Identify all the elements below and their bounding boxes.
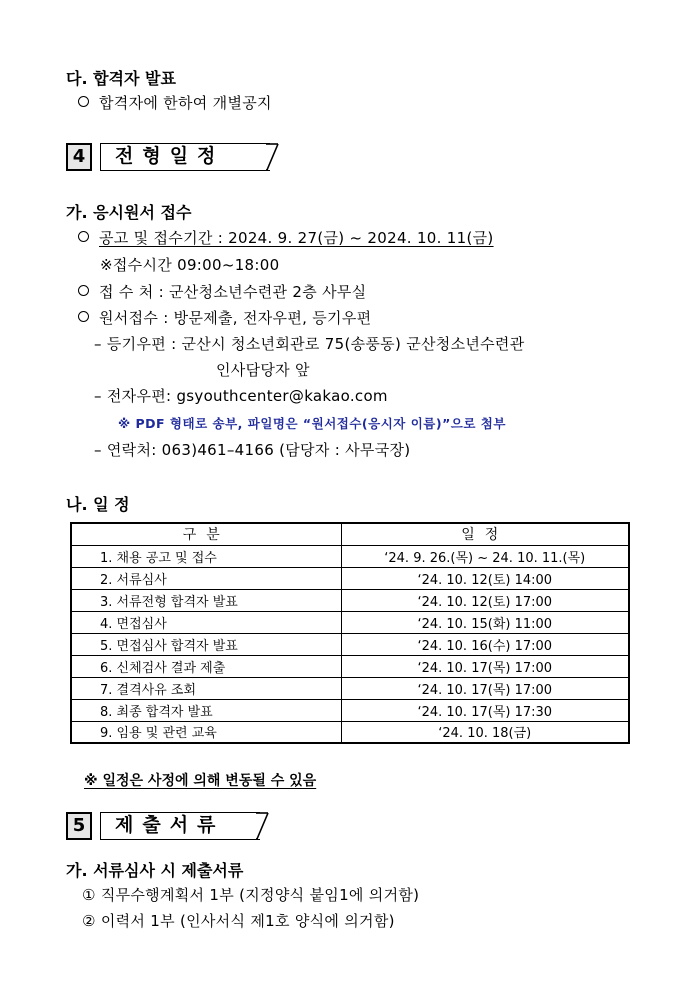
document-item-1: ① 직무수행계획서 1부 (지정양식 붙임1에 의거함) bbox=[82, 886, 420, 904]
document-item-2: ② 이력서 1부 (인사서식 제1호 양식에 의거함) bbox=[82, 912, 395, 930]
section-4-header bbox=[66, 143, 276, 173]
schedule-item: 3. 서류전형 합격자 발표 bbox=[71, 589, 341, 611]
bullet-circle-icon bbox=[78, 311, 89, 322]
bullet-circle-icon bbox=[78, 285, 89, 296]
schedule-row bbox=[71, 655, 629, 677]
application-method-item bbox=[78, 307, 371, 328]
application-period: 공고 및 접수기간 : 2024. 9. 27(금) ~ 2024. 10. 11(금) bbox=[99, 229, 494, 247]
contact-line: – 연락처: 063)461–4166 (담당자 : 사무국장) bbox=[94, 441, 411, 459]
schedule-row bbox=[71, 633, 629, 655]
schedule-item: 5. 면접심사 합격자 발표 bbox=[71, 633, 341, 655]
schedule-date: ‘24. 10. 17(목) 17:00 bbox=[341, 655, 629, 677]
bullet-circle-icon bbox=[78, 96, 89, 107]
schedule-note-text: ※ 일정은 사정에 의해 변동될 수 있음 bbox=[84, 773, 317, 789]
schedule-date: ‘24. 10. 18(금) bbox=[341, 721, 629, 743]
schedule-date: ‘24. 10. 17(목) 17:00 bbox=[341, 677, 629, 699]
section-5-slant-icon bbox=[256, 812, 270, 840]
application-period-item bbox=[78, 227, 494, 248]
schedule-item: 8. 최종 합격자 발표 bbox=[71, 699, 341, 721]
section-5-number: 5 bbox=[66, 812, 92, 840]
announcement-item bbox=[78, 92, 272, 113]
schedule-row bbox=[71, 545, 629, 567]
schedule-row bbox=[71, 699, 629, 721]
heading-documents: 가. 서류심사 시 제출서류 bbox=[66, 861, 244, 880]
bullet-circle-icon bbox=[78, 231, 89, 242]
section-4-title: 전형일정 bbox=[100, 143, 270, 171]
email-note: ※ PDF 형태로 송부, 파일명은 “원서접수(응시자 이름)”으로 첨부 bbox=[118, 416, 506, 431]
schedule-date: ‘24. 10. 12(토) 14:00 bbox=[341, 567, 629, 589]
schedule-item: 1. 채용 공고 및 접수 bbox=[71, 545, 341, 567]
heading-application: 가. 응시원서 접수 bbox=[66, 203, 192, 222]
schedule-row bbox=[71, 589, 629, 611]
application-place-item bbox=[78, 281, 366, 302]
heading-announcement: 다. 합격자 발표 bbox=[66, 69, 176, 88]
schedule-item: 6. 신체검사 결과 제출 bbox=[71, 655, 341, 677]
section-5-title: 제출서류 bbox=[100, 812, 260, 840]
schedule-row bbox=[71, 677, 629, 699]
schedule-date: ‘24. 10. 17(목) 17:30 bbox=[341, 699, 629, 721]
schedule-col-date: 일정 bbox=[341, 523, 629, 545]
announcement-text: 합격자에 한하여 개별공지 bbox=[99, 94, 272, 112]
schedule-col-item: 구분 bbox=[71, 523, 341, 545]
schedule-header-row bbox=[71, 523, 629, 545]
schedule-date: ‘24. 10. 15(화) 11:00 bbox=[341, 611, 629, 633]
schedule-note bbox=[84, 770, 316, 790]
schedule-item: 4. 면접심사 bbox=[71, 611, 341, 633]
application-place: 접 수 처 : 군산청소년수련관 2층 사무실 bbox=[99, 283, 367, 301]
registered-mail-line1: – 등기우편 : 군산시 청소년회관로 75(송풍동) 군산청소년수련관 bbox=[94, 335, 525, 353]
application-method: 원서접수 : 방문제출, 전자우편, 등기우편 bbox=[99, 309, 372, 327]
schedule-row bbox=[71, 567, 629, 589]
section-5-header bbox=[66, 812, 266, 842]
schedule-item: 2. 서류심사 bbox=[71, 567, 341, 589]
schedule-date: ‘24. 10. 12(토) 17:00 bbox=[341, 589, 629, 611]
schedule-date: ‘24. 9. 26.(목) ~ 24. 10. 11.(목) bbox=[341, 545, 629, 567]
schedule-date: ‘24. 10. 16(수) 17:00 bbox=[341, 633, 629, 655]
schedule-row bbox=[71, 721, 629, 743]
schedule-row bbox=[71, 611, 629, 633]
section-4-number: 4 bbox=[66, 143, 92, 171]
heading-schedule: 나. 일 정 bbox=[66, 495, 130, 514]
schedule-table bbox=[70, 522, 630, 744]
section-4-slant-icon bbox=[266, 143, 280, 171]
schedule-item: 7. 결격사유 조회 bbox=[71, 677, 341, 699]
application-hours: ※접수시간 09:00~18:00 bbox=[100, 256, 280, 274]
registered-mail-line2: 인사담당자 앞 bbox=[216, 361, 310, 379]
schedule-item: 9. 임용 및 관련 교육 bbox=[71, 721, 341, 743]
email-line: – 전자우편: gsyouthcenter@kakao.com bbox=[94, 387, 388, 405]
